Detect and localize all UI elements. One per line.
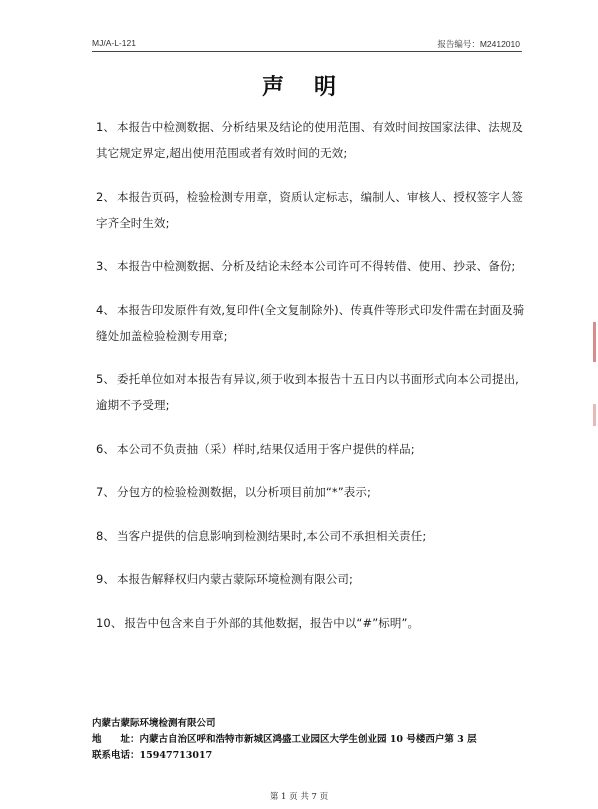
clause-number: 10、	[96, 615, 123, 630]
phone-value: 15947713017	[139, 750, 213, 761]
company-info	[92, 716, 532, 764]
clause-9	[96, 566, 528, 592]
clause-text: 报告中包含来自于外部的其他数据，报告中以“#”标明”。	[124, 615, 420, 630]
clause-number: 6、	[96, 441, 116, 456]
clause-number: 8、	[96, 528, 116, 543]
company-name: 内蒙古蒙际环境检测有限公司	[92, 718, 216, 729]
clause-number: 3、	[96, 259, 116, 273]
page-header	[92, 38, 520, 52]
clause-3	[96, 253, 528, 279]
report-number: 报告编号：M2412010	[437, 39, 520, 49]
clause-text: 本报告解释权归内蒙古蒙际环境检测有限公司;	[117, 572, 354, 586]
clause-number: 4、	[96, 302, 116, 317]
clause-number: 5、	[96, 372, 116, 386]
company-address	[92, 732, 532, 748]
address-label: 地 址：	[92, 734, 140, 745]
document-code: MJ/A-L-121	[92, 38, 136, 48]
clause-8	[96, 523, 528, 549]
clause-text: 本报告中检测数据、分析及结论未经本公司许可不得转借、使用、抄录、备份;	[117, 259, 516, 273]
declaration-list	[96, 114, 528, 653]
clause-2	[96, 184, 528, 236]
address-value: 内蒙古自治区呼和浩特市新城区鸿盛工业园区大学生创业园 10 号楼西户第 3 层	[139, 734, 477, 745]
clause-7	[96, 479, 528, 505]
clause-text: 本报告页码，检验检测专用章，资质认定标志，编制人、审核人、授权签字人签字齐全时生效;	[96, 189, 524, 230]
clause-6	[96, 436, 528, 462]
page-title: 声明	[261, 75, 366, 100]
clause-number: 2、	[96, 189, 116, 204]
page-number: 第 1 页 共 7 页	[269, 792, 329, 802]
header-divider	[92, 51, 522, 52]
clause-text: 当客户提供的信息影响到检测结果时,本公司不承担相关责任;	[117, 528, 427, 543]
clause-1	[96, 114, 528, 166]
clause-number: 9、	[96, 572, 116, 586]
clause-text: 委托单位如对本报告有异议,须于收到本报告十五日内以书面形式向本公司提出,逾期不予受理;	[96, 372, 519, 412]
clause-text: 本报告印发原件有效,复印件(全文复制除外)、传真件等形式印发件需在封面及骑缝处加盖检验检测专用章;	[96, 302, 525, 343]
clause-5	[96, 366, 528, 418]
phone-label: 联系电话：	[92, 750, 140, 761]
clause-text: 本报告中检测数据、分析结果及结论的使用范围、有效时间按国家法律、法规及其它规定界定,超出使用范围或者有效时间的无效;	[96, 120, 524, 160]
seal-edge-mark	[593, 404, 596, 426]
clause-number: 7、	[96, 485, 116, 499]
clause-text: 本公司不负责抽（采）样时,结果仅适用于客户提供的样品;	[117, 441, 415, 456]
clause-text: 分包方的检验检测数据，以分析项目前加“*”表示;	[117, 485, 371, 499]
company-phone	[92, 748, 532, 764]
clause-4	[96, 297, 528, 349]
clause-10	[96, 610, 528, 636]
seal-edge-mark	[593, 322, 596, 362]
clause-number: 1、	[96, 120, 116, 134]
